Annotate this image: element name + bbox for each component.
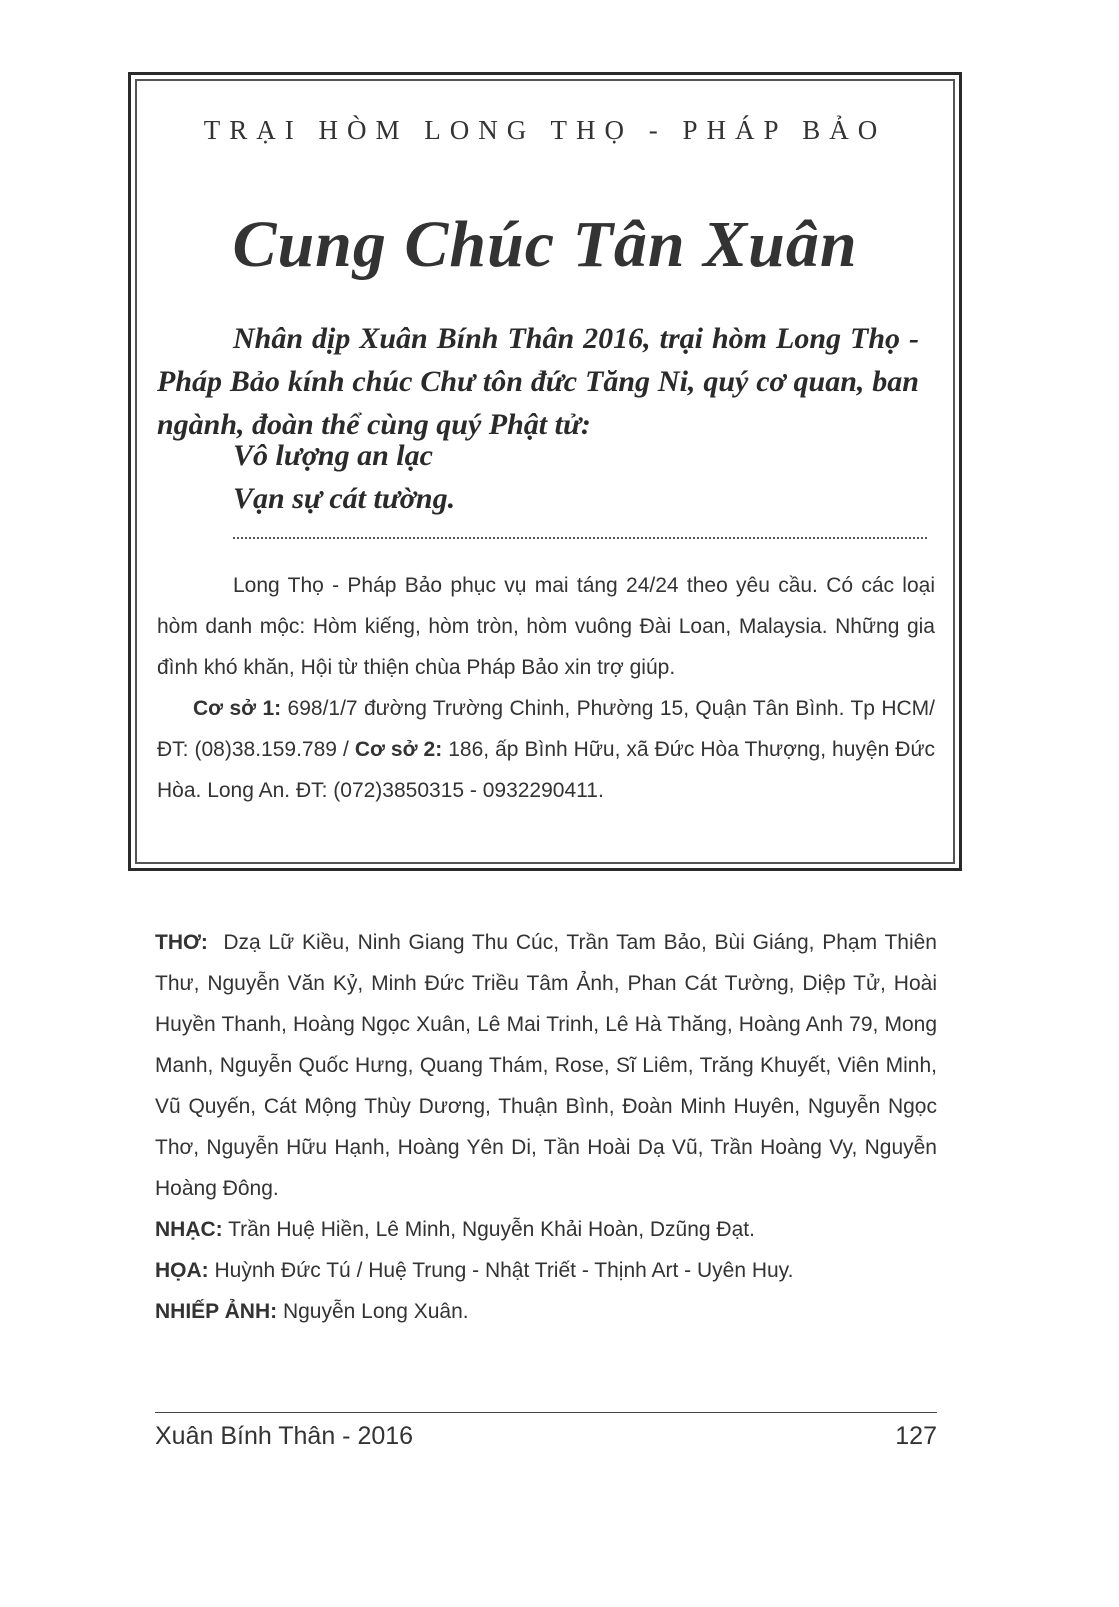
- wish-line-2: Vạn sự cát tường.: [233, 482, 456, 515]
- photo-credits: [155, 1291, 937, 1332]
- advertisement-box: [128, 72, 962, 871]
- art-names: Huỳnh Đức Tú / Huệ Trung - Nhật Triết - Thịnh Art - Uyên Huy.: [208, 1259, 794, 1282]
- art-label: HỌA:: [155, 1259, 209, 1282]
- branch1-text: 698/1/7 đường Trường Chinh, Phường 15, Quận Tân Bình. Tp HCM/ ĐT: (08)38.159.789 /: [157, 697, 935, 761]
- ad-body: [157, 565, 935, 811]
- music-credits: [155, 1209, 937, 1250]
- ad-title: Cung Chúc Tân Xuân: [232, 208, 858, 281]
- photo-label: NHIẾP ẢNH:: [155, 1300, 278, 1323]
- footer-issue: Xuân Bính Thân - 2016: [155, 1422, 414, 1450]
- ad-greeting: Nhân dịp Xuân Bính Thân 2016, trại hòm Long Thọ - Pháp Bảo kính chúc Chư tôn đức Tăng Ni, quý cơ quan, ban ngành, đoàn thể cùng quý Phật tử:: [157, 322, 919, 441]
- ad-header: TRẠI HÒM LONG THỌ - PHÁP BẢO: [203, 115, 887, 145]
- poetry-label: THƠ:: [155, 931, 208, 954]
- ad-wishes: [233, 434, 455, 520]
- photo-names: Nguyễn Long Xuân.: [277, 1300, 469, 1323]
- service-paragraph: Long Thọ - Pháp Bảo phục vụ mai táng 24/24 theo yêu cầu. Có các loại hòm danh mộc: Hòm kiếng, hòm tròn, hòm vuông Đài Loan, Malaysia. Những gia đình khó khăn, Hội từ thiện chùa Pháp Bảo xin trợ giúp.: [157, 574, 935, 679]
- page-number: 127: [895, 1422, 937, 1450]
- music-names: Trần Huệ Hiền, Lê Minh, Nguyễn Khải Hoàn, Dzũng Đạt.: [222, 1218, 755, 1241]
- poetry-names: Dzạ Lữ Kiều, Ninh Giang Thu Cúc, Trần Tam Bảo, Bùi Giáng, Phạm Thiên Thư, Nguyễn Văn Kỷ, Minh Đức Triều Tâm Ảnh, Phan Cát Tường, Diệp Tử, Hoài Huyền Thanh, Hoàng Ngọc Xuân, Lê Mai Trinh, Lê Hà Thăng, Hoàng Anh 79, Mong Manh, Nguyễn Quốc Hưng, Quang Thám, Rose, Sĩ Liêm, Trăng Khuyết, Viên Minh, Vũ Quyến, Cát Mộng Thùy Dương, Thuận Bình, Đoàn Minh Huyên, Nguyễn Ngọc Thơ, Nguyễn Hữu Hạnh, Hoàng Yên Di, Tần Hoài Dạ Vũ, Trần Hoàng Vy, Nguyễn Hoàng Đông.: [155, 931, 943, 1200]
- contributors-section: [155, 922, 943, 1332]
- wish-line-1: Vô lượng an lạc: [233, 439, 433, 472]
- dotted-divider: [233, 537, 927, 539]
- branches-paragraph: [157, 688, 935, 811]
- footer-divider: [155, 1412, 937, 1413]
- branch1-label: Cơ sở 1:: [193, 697, 282, 720]
- music-label: NHẠC:: [155, 1218, 223, 1241]
- branch2-label: Cơ sở 2:: [354, 738, 443, 761]
- poetry-credits: [155, 922, 943, 1209]
- art-credits: [155, 1250, 937, 1291]
- branch2-text: 186, ấp Bình Hữu, xã Đức Hòa Thượng, huyện Đức Hòa. Long An. ĐT: (072)3850315 - 0932290411.: [157, 738, 935, 802]
